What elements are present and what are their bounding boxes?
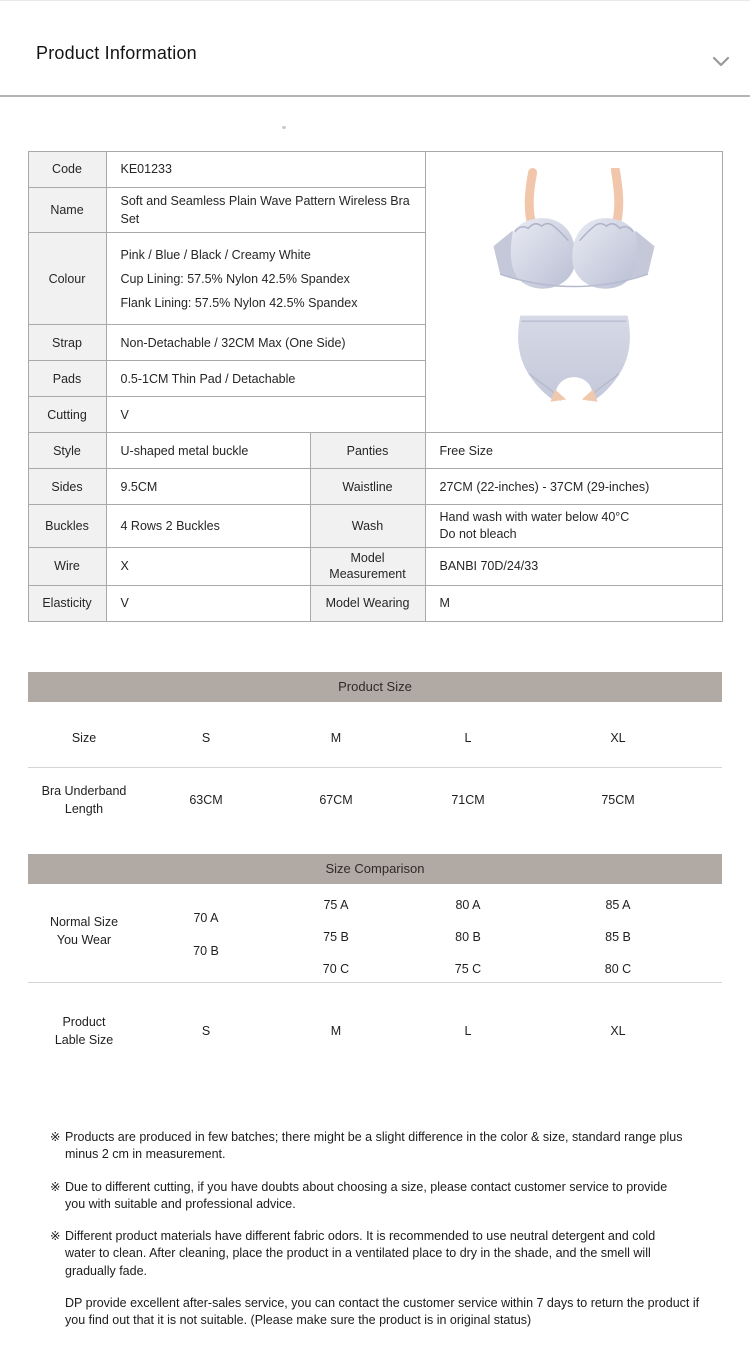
comparison-value: 75 C — [454, 961, 482, 976]
reference-mark-icon: ※ — [50, 1179, 61, 1194]
underband-row — [28, 768, 722, 836]
sides-label: Sides — [28, 469, 106, 505]
underband-m: 67CM — [319, 792, 353, 807]
reference-mark-icon: ※ — [50, 1130, 61, 1145]
table-row — [28, 152, 722, 188]
note-text: DP provide excellent after-sales service, you can contact the customer service within 7 days to return the product if you find out that it is not suitable. (Please make sure the product is in original status) — [65, 1295, 700, 1328]
comparison-col-s — [140, 884, 272, 990]
chevron-down-icon[interactable] — [712, 55, 730, 67]
comparison-value: 80 A — [455, 897, 481, 912]
note-4 — [50, 1295, 712, 1330]
code-value: KE01233 — [106, 152, 425, 188]
label-size-s: S — [201, 1023, 211, 1038]
dust-speck — [282, 126, 286, 129]
waistline-value: 27CM (22-inches) - 37CM (29-inches) — [425, 469, 722, 505]
comparison-value: 80 C — [604, 961, 632, 976]
model-measurement-value: BANBI 70D/24/33 — [425, 548, 722, 586]
name-value: Soft and Seamless Plain Wave Pattern Wireless Bra Set — [106, 188, 425, 233]
table-row — [28, 433, 722, 469]
table-row — [28, 548, 722, 586]
comparison-col-m — [272, 884, 400, 990]
size-label: Size — [71, 730, 97, 745]
size-col-s: S — [201, 730, 211, 745]
comparison-value: 70 C — [322, 961, 350, 976]
wire-label: Wire — [28, 548, 106, 586]
normal-size-label: Normal Size You Wear — [49, 914, 119, 947]
panties-value: Free Size — [425, 433, 722, 469]
elasticity-value: V — [106, 585, 310, 621]
note-3 — [50, 1228, 712, 1280]
strap-label: Strap — [28, 325, 106, 361]
comparison-value: 70 A — [193, 910, 219, 925]
notes-section — [50, 1129, 712, 1329]
size-comparison-bar — [28, 854, 722, 884]
size-col-xl: XL — [610, 730, 626, 745]
product-size-bar — [28, 672, 722, 702]
bra-set-image — [454, 168, 694, 414]
reference-mark-icon: ※ — [50, 1229, 61, 1244]
colour-line-3: Flank Lining: 57.5% Nylon 42.5% Spandex — [120, 295, 358, 310]
wash-line-2: Do not bleach — [439, 527, 517, 542]
label-size-l: L — [464, 1023, 472, 1038]
cutting-label: Cutting — [28, 397, 106, 433]
product-information-header[interactable] — [0, 0, 750, 97]
label-size-xl: XL — [610, 1023, 626, 1038]
waistline-label: Waistline — [310, 469, 425, 505]
comparison-col-l — [400, 884, 536, 990]
style-label: Style — [28, 433, 106, 469]
underband-label: Bra Underband Length — [41, 783, 127, 816]
cutting-value: V — [106, 397, 425, 433]
note-2 — [50, 1179, 712, 1214]
elasticity-label: Elasticity — [28, 585, 106, 621]
comparison-value: 85 B — [605, 929, 631, 944]
label-size-m: M — [330, 1023, 342, 1038]
pads-label: Pads — [28, 361, 106, 397]
note-text: Products are produced in few batches; there might be a slight difference in the color & size, standard range plus minus 2 cm in measurement. — [65, 1130, 683, 1162]
product-size-header-row — [28, 702, 722, 768]
colour-line-2: Cup Lining: 57.5% Nylon 42.5% Spandex — [120, 271, 350, 286]
size-col-l: L — [464, 730, 472, 745]
colour-value — [106, 233, 425, 325]
underband-s: 63CM — [189, 792, 223, 807]
wash-label: Wash — [310, 505, 425, 548]
buckles-value: 4 Rows 2 Buckles — [106, 505, 310, 548]
colour-label: Colour — [28, 233, 106, 325]
note-text: Different product materials have different fabric odors. It is recommended to use neutral detergent and cold water to clean. After cleaning, place the product in a ventilated place to dry in the shade, and the smell will gradually fade. — [65, 1229, 656, 1278]
comparison-value: 85 A — [605, 897, 631, 912]
note-text: Due to different cutting, if you have doubts about choosing a size, please contact customer service to provide you with suitable and professional advice. — [65, 1179, 668, 1211]
wash-value — [425, 505, 722, 548]
note-1 — [50, 1129, 712, 1164]
size-comparison-title: Size Comparison — [325, 861, 425, 877]
underband-l: 71CM — [451, 792, 485, 807]
product-label-size-row — [28, 983, 722, 1065]
table-row — [28, 585, 722, 621]
wash-line-1: Hand wash with water below 40°C — [439, 510, 630, 525]
comparison-value: 75 B — [323, 929, 349, 944]
model-wearing-label: Model Wearing — [310, 585, 425, 621]
comparison-value: 75 A — [323, 897, 349, 912]
product-size-title: Product Size — [338, 679, 412, 694]
table-row — [28, 469, 722, 505]
size-col-m: M — [330, 730, 342, 745]
panties-label: Panties — [310, 433, 425, 469]
product-label-size-label: Product Lable Size — [54, 1014, 114, 1047]
buckles-label: Buckles — [28, 505, 106, 548]
name-label: Name — [28, 188, 106, 233]
colour-line-1: Pink / Blue / Black / Creamy White — [120, 247, 311, 262]
style-value: U-shaped metal buckle — [106, 433, 310, 469]
table-row — [28, 505, 722, 548]
model-measurement-label: Model Measurement — [310, 548, 425, 586]
comparison-col-xl — [536, 884, 700, 990]
comparison-value: 80 B — [455, 929, 481, 944]
spec-table — [28, 151, 723, 622]
pads-value: 0.5-1CM Thin Pad / Detachable — [106, 361, 425, 397]
strap-value: Non-Detachable / 32CM Max (One Side) — [106, 325, 425, 361]
size-comparison-rows — [28, 884, 722, 983]
page-title: Product Information — [36, 43, 197, 63]
code-label: Code — [28, 152, 106, 188]
wire-value: X — [106, 548, 310, 586]
sides-value: 9.5CM — [106, 469, 310, 505]
comparison-value: 70 B — [193, 943, 219, 958]
product-photo — [425, 152, 722, 433]
model-wearing-value: M — [425, 585, 722, 621]
underband-xl: 75CM — [601, 792, 635, 807]
